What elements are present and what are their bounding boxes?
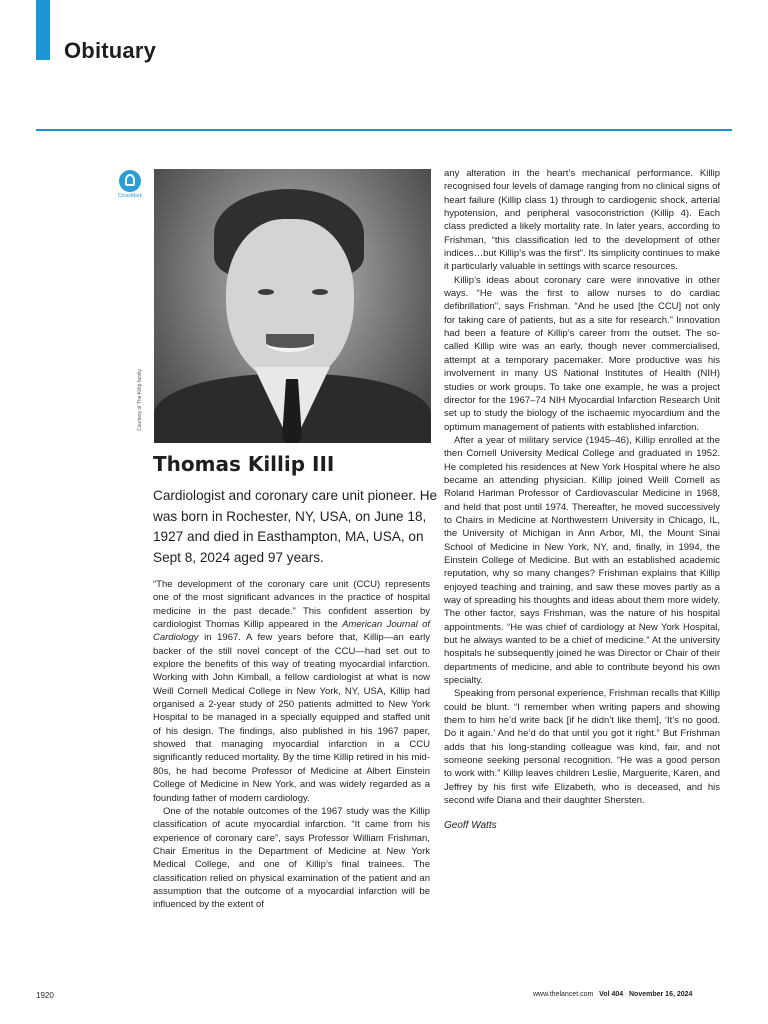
journal-title: American Journal of Cardiology: [153, 619, 430, 644]
paragraph-1-text-b: in 1967. A few years before that, Killip—an early backer of the still novel concept of the CCU—had set out to explore the benefits of this way of treating myocardial infarction. Working with John Kimball, a fellow cardiologist at what is now Weill Cornell Medical College in New York, NY, USA, Killip had organised a 2-year study of 250 patients admitted to New York Hospital to be managed in a specially equipped and staffed unit of his design. The findings, also published in his 1967 paper, showed that managing myocardial infarction in a CCU significantly reduced mortality. By the time Killip retired in his mid-80s, he had become Professor of Medicine at Albert Einstein College of Medicine in New York, and was widely regarded as a founding father of modern cardiology.: [153, 632, 430, 804]
person-summary: Cardiologist and coronary care unit pioneer. He was born in Rochester, NY, USA, on June 18, 1927 and died in Easthampton, MA, USA, on Sept 8, 2024 aged 97 years.: [153, 488, 438, 565]
paragraph-1-text-a: “The development of the coronary care unit (CCU) represents one of the most significant advances in the practice of hospital medicine in the past decade.” This confident assertion by cardiologist Thomas Killip appeared in the: [153, 579, 430, 631]
photo-credit: Courtesy of The Killip family: [137, 369, 143, 431]
footer-date: November 16, 2024: [629, 991, 693, 998]
article-paragraph-3: Killip’s ideas about coronary care were innovative in other ways. “He was the first to allow nurses to do cardiac defibrillation”, says Frishman. “And he used [the CCU] not only for taking care of patients, but as a site for research.” Innovation had been a feature of Killip’s career from the outset. The so-called Killip wire was an early, though never commercialised, attempt at a temporary pacemaker. More productive was his involvement in many US National Institutes of Health (NIH) studies or work groups. To take one example, he was a project director for the 1967–74 NIH Myocardial Infarction Research Unit set up to study the biology of the ischaemic myocardium and the optimum management of patients with established infarction.: [444, 274, 720, 433]
author-name: Geoff Watts: [444, 819, 497, 831]
crossmark-icon: [119, 170, 141, 192]
footer-volume: Vol 404: [599, 991, 624, 998]
article-paragraph-2-end: any alteration in the heart’s mechanical performance. Killip recognised four levels of damage ranging from no clinical signs of heart failure (Killip class 1) through to cardiogenic shock, arterial hypotension, and peripheral vasoconstriction (Killip 4). Each class predicted a likely mortality rate. In later years, according to Frishman, “this classification led to the development of other indices…but Killip’s was the first”. Its simplicity continues to make it particularly valuable in settings with scarce resources.: [444, 168, 720, 273]
crossmark-badge[interactable]: [115, 170, 145, 199]
article-column-right: [444, 167, 720, 831]
section-title: Obituary: [64, 38, 157, 63]
person-name: Thomas Killip III: [153, 452, 335, 476]
article-column-left: [153, 578, 430, 912]
article-paragraph-1: [153, 578, 430, 805]
article-paragraph-4: After a year of military service (1945–46), Killip enrolled at the then Cornell University Medical College and graduated in 1952. He completed his residences at New York Hospital where he also became an attending physician. Killip joined Weill Cornell as Roland Hariman Professor of Cardiovascular Medicine in 1968, and held that post until 1974. Thereafter, he moved successively to Chairs in Medicine at Northwestern University in Chicago, IL, the University of Michigan in Ann Arbor, MI, the Mount Sinai School of Medicine in New York, NY, and, finally, in 1994, the Einstein College of Medicine. But with an established academic reputation, why so many changes? Frishman explains that Killip enjoyed teaching and training, and saw these moves partly as a way of spreading his thoughts and ideas about them more widely. The other factor, says Frishman, was the nature of his hospital appointments. “He was chief of cardiology at New York Hospital, but he always wanted to be a chief of medicine.” At the university hospitals he subsequently joined he was Director or Chair of their departments of medicine, and able to contribute beyond his own specialty.: [444, 434, 720, 687]
footer-info: [533, 991, 692, 998]
portrait-photo: [154, 169, 431, 443]
portrait-left-eye: [258, 289, 274, 295]
crossmark-label: CrossMark: [117, 193, 143, 199]
portrait-right-eye: [312, 289, 328, 295]
article-paragraph-2-start: One of the notable outcomes of the 1967 study was the Killip classification of acute myocardial infarction. “It came from his experience of coronary care”, says Professor William Frishman, Chair Emeritus in the Department of Medicine at New York Medical College, and one of Killip’s final trainees. The classification relied on physical examination of the patient and an assumption that the outcome of a myocardial infarction will be influenced by the extent of: [153, 805, 430, 911]
page-number: 1920: [36, 991, 54, 1000]
article-paragraph-5: Speaking from personal experience, Frishman recalls that Killip could be blunt. “I remember when writing papers and showing them to him he’d write back [if he didn’t like them], ‘It’s no good. Do it again.’ And he’d do that until you got it right.” But Frishman adds that his long-standing colleague was kind, fair, and not someone seeking personal recognition. “He was a good person to work with.” Killip leaves children Leslie, Marguerite, Karen, and Jeffrey by his first wife Elizabeth, who is deceased, and his second wife Diana and their daughter Shersten.: [444, 688, 720, 807]
footer-url[interactable]: www.thelancet.com: [533, 991, 594, 998]
portrait-smile: [266, 334, 314, 352]
section-accent-bar: [36, 0, 50, 60]
portrait-face: [226, 219, 354, 384]
header-divider: [36, 129, 732, 131]
